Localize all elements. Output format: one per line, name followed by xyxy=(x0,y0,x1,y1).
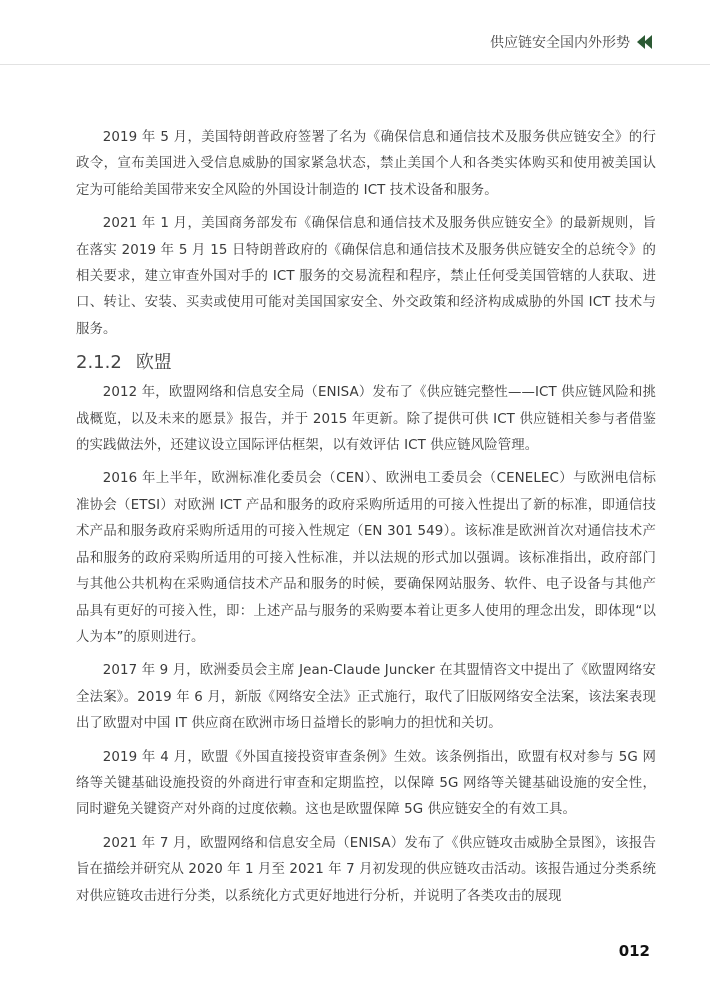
paragraph-eu-2019: 2019 年 4 月，欧盟《外国直接投资审查条例》生效。该条例指出，欧盟有权对参与 5G 网络等关键基础设施投资的外商进行审查和定期监控，以保障 5G 网络等关键基础设施的安全性，同时避免关键资产对外商的过度依赖。这也是欧盟保障 5G 供应链安全的有效工具。 xyxy=(76,749,656,818)
section-number: 2.1.2 xyxy=(76,352,122,374)
section-title: 欧盟 xyxy=(135,352,172,374)
paragraph-eu-2016: 2016 年上半年，欧洲标准化委员会（CEN）、欧洲电工委员会（CENELEC）与欧洲电信标准协会（ETSI）对欧洲 ICT 产品和服务的政府采购所适用的可接入性提出了新的标准，即通信技术产品和服务政府采购所适用的可接入性规定（EN 301 549）。该标准是欧洲首次对通信技术产品和服务的政府采购所适用的可接入性标准，并以法规的形式加以强调。该标准指出，政府部门与其他公共机构在采购通信技术产品和服务的时候，要确保网站服务、软件、电子设备与其他产品具有更好的可接入性，即：上述产品与服务的采购要本着让更多人使用的理念出发，即体现“以人为本”的原则进行。 xyxy=(76,471,656,645)
header-divider xyxy=(0,64,710,65)
paragraph-eu-2021: 2021 年 7 月，欧盟网络和信息安全局（ENISA）发布了《供应链攻击威胁全景图》，该报告旨在描绘并研究从 2020 年 1 月至 2021 年 7 月初发现的供应链攻击活动。该报告通过分类系统对供应链攻击进行分类，以系统化方式更好地进行分析，并说明了各类攻击的展现 xyxy=(76,835,656,904)
paragraph-us-2019: 2019 年 5 月，美国特朗普政府签署了名为《确保信息和通信技术及服务供应链安全》的行政令，宣布美国进入受信息威胁的国家紧急状态，禁止美国个人和各类实体购买和使用被美国认定为可能给美国带来安全风险的外国设计制造的 ICT 技术设备和服务。 xyxy=(76,130,656,198)
page-body xyxy=(76,125,656,917)
paragraph-us-2021: 2021 年 1 月，美国商务部发布《确保信息和通信技术及服务供应链安全》的最新规则，旨在落实 2019 年 5 月 15 日特朗普政府的《确保信息和通信技术及服务供应链安全的总统令》的相关要求，建立审查外国对手的 ICT 服务的交易流程和程序，禁止任何受美国管辖的人获取、进口、转让、安装、买卖或使用可能对美国国家安全、外交政策和经济构成威胁的外国 ICT 技术与服务。 xyxy=(76,216,656,337)
section-heading xyxy=(76,350,656,376)
header-title: 供应链安全国内外形势 xyxy=(490,35,630,51)
paragraph-eu-2017: 2017 年 9 月，欧洲委员会主席 Jean-Claude Juncker 在其盟情咨文中提出了《欧盟网络安全法案》。2019 年 6 月，新版《网络安全法》正式施行，取代了旧版网络安全法案，该法案表现出了欧盟对中国 IT 供应商在欧洲市场日益增长的影响力的担忧和关切。 xyxy=(76,663,656,732)
running-header xyxy=(490,32,652,52)
page-number: 012 xyxy=(618,942,650,960)
paragraph-eu-2012: 2012 年，欧盟网络和信息安全局（ENISA）发布了《供应链完整性——ICT 供应链风险和挑战概览，以及未来的愿景》报告，并于 2015 年更新。除了提供可供 ICT 供应链相关参与者借鉴的实践做法外，还建议设立国际评估框架，以有效评估 ICT 供应链风险管理。 xyxy=(76,385,656,454)
double-chevron-left-icon xyxy=(638,35,652,49)
